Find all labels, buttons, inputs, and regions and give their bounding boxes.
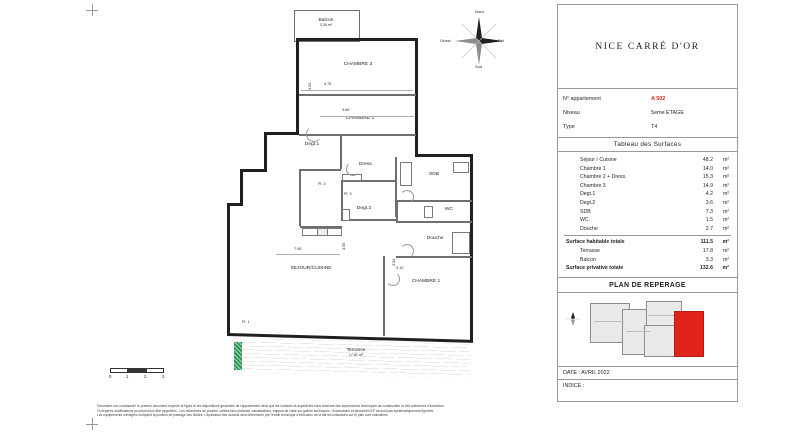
total-name: Terrasse <box>580 247 600 254</box>
surface-name: Douche <box>580 225 598 232</box>
label-pl-1: Pl. 1 <box>242 320 250 324</box>
wall-left-notch2-v <box>240 169 243 205</box>
room-terrasse: Terrasse 17.81 m² <box>346 348 366 357</box>
scale-tick-3: 3 <box>162 374 165 379</box>
surface-unit: m² <box>722 208 729 215</box>
door-arc-4 <box>400 244 414 258</box>
partition-chambre1-left <box>383 256 385 336</box>
total-value: 17.8 <box>702 247 713 254</box>
keyplan-line-2 <box>626 331 650 332</box>
room-degt2: Degt.2 <box>356 206 372 211</box>
scale-tick-1: 1 <box>126 374 129 379</box>
fixture-bath <box>400 162 412 186</box>
identity-label-type: Type <box>563 124 575 130</box>
surface-row <box>558 182 737 191</box>
keyplan-compass-icon <box>565 311 581 327</box>
surface-unit: m² <box>722 225 729 232</box>
scale-tick-2: 2 <box>144 374 147 379</box>
legal-disclaimer <box>97 404 537 418</box>
dimension-4-75: 4.75 <box>324 82 332 86</box>
wall-left-notch2-h <box>240 169 267 172</box>
room-degt1: Degt.1 <box>304 142 320 147</box>
label-pl-3: Pl. 3 <box>344 192 352 196</box>
terrasse-shape <box>232 338 470 378</box>
keyplan-line-1 <box>594 321 624 322</box>
footer-block <box>557 366 738 402</box>
total-name: Balcon <box>580 256 596 263</box>
room-balcon: Balcon 3.30 m² <box>318 18 334 27</box>
surface-name: Chambre 3 <box>580 182 606 189</box>
dimension-7-06: 7.06 <box>294 247 302 251</box>
surface-unit: m² <box>722 217 729 224</box>
total-unit: m² <box>722 265 729 272</box>
total-value: 3.3 <box>705 256 713 263</box>
surface-name: SDB <box>580 208 591 215</box>
surface-row <box>558 208 737 217</box>
surfaces-divider <box>564 235 731 236</box>
surface-value: 14.0 <box>702 165 713 172</box>
surface-name: Chambre 2 + Dress. <box>580 174 627 181</box>
wall-right-lower <box>470 154 473 340</box>
compass-label-south: Sud <box>475 64 483 69</box>
scale-segment-3 <box>146 368 164 373</box>
surface-row <box>558 165 737 174</box>
surfaces-title-block <box>557 137 738 151</box>
brand-title: NICE CARRÉ D'OR <box>595 41 700 52</box>
brand-block <box>557 4 738 88</box>
surface-unit: m² <box>722 182 729 189</box>
surface-unit: m² <box>722 199 729 206</box>
total-value: 132.6 <box>700 265 713 272</box>
surface-name: Séjour / Cuisine <box>580 157 617 163</box>
wall-top <box>296 38 418 41</box>
trim-mark-bottom-h <box>86 424 98 425</box>
surface-value: 7.3 <box>705 208 713 215</box>
room-douche: Douche <box>426 236 444 241</box>
partition-hall-v <box>299 170 301 226</box>
partition-sejour-top <box>299 169 341 171</box>
surfaces-title: Tableau des Surfaces <box>613 141 682 148</box>
partition-wc-left <box>396 200 398 222</box>
keyplan-building-d <box>644 325 676 357</box>
compass-label-north: Nord <box>475 9 484 14</box>
scale-bar <box>110 368 182 384</box>
dimension-3-55: 3.55 <box>342 242 346 250</box>
footer-date: DATE : AVRIL 2022 <box>563 369 610 376</box>
wall-left-notch-h <box>264 132 299 135</box>
partition-chambre3-bottom <box>299 94 416 96</box>
identity-row-type <box>558 120 737 134</box>
label-pl-2: Pl. 2 <box>318 182 326 186</box>
compass-label-east: Est <box>498 38 504 43</box>
fixture-sink-sdb <box>453 162 469 173</box>
wall-left-upper <box>296 38 299 134</box>
surface-unit: m² <box>722 191 729 198</box>
room-chambre1: CHAMBRE 1 <box>411 279 441 284</box>
room-sdb: SDB <box>428 172 440 177</box>
wall-left-notch-v <box>264 132 267 172</box>
legal-line-2: Ou légères modifications pourront donc être apportées : Les retombées de poutres, coffres,faux plafonds, canalisations, trappes de visite sur gaines techniques , évacuations et descentes EP ne sont pas systématiquement figurées. <box>97 408 435 413</box>
total-row <box>558 247 737 256</box>
surface-name: WC. <box>580 217 591 224</box>
door-arc-1 <box>306 126 322 142</box>
surface-name: Chambre 1 <box>580 165 606 172</box>
surface-row <box>558 156 737 165</box>
wall-right-upper <box>415 38 418 156</box>
surface-row <box>558 173 737 182</box>
surface-value: 48.2 <box>702 157 713 163</box>
total-row <box>558 264 737 273</box>
total-name: Surface habitable totale <box>566 239 625 246</box>
keyplan-title-block <box>557 277 738 292</box>
identity-value-level: 5eme ETAGE <box>651 110 684 116</box>
wall-right-mid <box>415 154 473 157</box>
dimension-3-52a: 3.52 <box>308 82 312 90</box>
keyplan-title: PLAN DE REPERAGE <box>609 281 686 289</box>
room-sejour-cuisine: SEJOUR/CUISINE <box>290 266 332 271</box>
identity-label-apartment: N° appartement <box>563 96 601 102</box>
planter-strip <box>234 342 242 370</box>
keyplan-diagram <box>588 299 716 361</box>
surface-value: 1.5 <box>705 217 713 224</box>
room-wc: WC <box>444 207 454 212</box>
surface-row <box>558 190 737 199</box>
dimension-3-52b: 3.52 <box>392 258 396 266</box>
total-unit: m² <box>722 239 729 246</box>
total-value: 111.5 <box>700 239 713 246</box>
partition-degt1-right <box>340 135 342 169</box>
surface-value: 4.2 <box>705 191 713 198</box>
keyplan-highlight-unit <box>674 311 704 357</box>
total-row <box>558 256 737 265</box>
surface-value: 14.9 <box>702 182 713 189</box>
scale-tick-0: 0 <box>109 374 112 379</box>
surface-value: 3.6 <box>705 199 713 206</box>
surfaces-table <box>557 151 738 277</box>
identity-value-type: T4 <box>651 124 658 130</box>
room-dress: Dress. <box>358 162 374 167</box>
dimension-3-10: 3.10 <box>396 266 404 270</box>
surface-name: Degt.2 <box>580 199 596 206</box>
scale-segment-1 <box>110 368 128 373</box>
surface-unit: m² <box>722 174 729 181</box>
compass-label-west: Ouest <box>440 38 451 43</box>
keyplan-block <box>557 292 738 366</box>
identity-label-level: Niveau <box>563 110 580 116</box>
identity-row-apartment <box>558 92 737 106</box>
legal-line-1: Document non contractuel: le présent document exprime la figure et les dispositions générales de l'appartement ainsi que les surfaces et superficies sous réserves des imprécisions techniques de construction et des tolérances d'exécution. <box>97 404 445 408</box>
fixture-kitchen-sink <box>317 228 328 236</box>
surface-unit: m² <box>722 157 729 163</box>
total-unit: m² <box>722 247 729 254</box>
dimension-line-h1 <box>301 90 413 91</box>
keyplan-line-3 <box>648 315 674 316</box>
fixture-shower <box>452 232 470 254</box>
identity-value-apartment: A 502 <box>651 96 666 102</box>
info-panel <box>557 4 738 430</box>
surface-name: Degt.1 <box>580 191 596 198</box>
total-row <box>558 238 737 247</box>
identity-row-level <box>558 106 737 120</box>
surface-row <box>558 199 737 208</box>
surface-unit: m² <box>722 165 729 172</box>
apartment-identity-block <box>557 88 738 137</box>
room-chambre3: CHAMBRE 3 <box>343 62 373 67</box>
dimension-line-h2 <box>320 116 414 117</box>
footer-indice: INDICE : <box>563 382 585 389</box>
door-arc-3 <box>400 190 414 204</box>
surface-value: 15.3 <box>702 174 713 181</box>
dimension-line-h3 <box>276 254 340 255</box>
surface-row <box>558 225 737 234</box>
total-unit: m² <box>722 256 729 263</box>
room-chambre2: CHAMBRE 2 <box>345 116 375 121</box>
scale-segment-2 <box>128 368 146 373</box>
legal-line-3: Les équipements ménagers indiquent la position de passage des fluides, L'épaisseur des isolants sera déterminée par l'étude technique d'exécution de la fait les indications sur le plan sont indicatives. <box>97 413 389 418</box>
compass-rose <box>440 9 506 69</box>
partition-wc-bottom <box>396 221 472 223</box>
dimension-3-66: 3.66 <box>342 108 350 112</box>
surface-row <box>558 216 737 225</box>
total-name: Surface privative totale <box>566 265 624 272</box>
wall-left-long <box>227 203 230 335</box>
surface-value: 2.7 <box>705 225 713 232</box>
